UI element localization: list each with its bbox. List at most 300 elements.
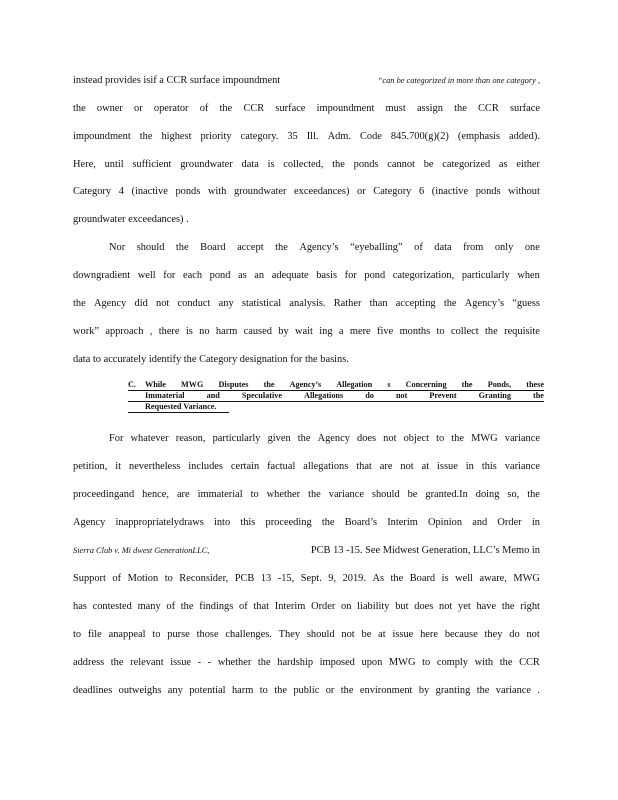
word: factual — [267, 461, 296, 472]
p3-line-10 — [73, 684, 540, 698]
word: by — [278, 326, 289, 337]
p1-line-1 — [73, 74, 540, 88]
word: here — [420, 629, 438, 640]
word: not — [439, 601, 453, 612]
word: object — [403, 433, 429, 444]
case-citation: Sierra Club v. Mi dwest GenerationLLC, — [73, 546, 210, 555]
word: be — [361, 629, 372, 640]
word: the — [527, 489, 540, 500]
word: with — [207, 186, 227, 197]
word: the — [443, 298, 457, 309]
word: Interim — [387, 517, 418, 528]
word: many — [137, 601, 161, 612]
word: at — [378, 629, 386, 640]
word: Ponds, — [487, 380, 512, 389]
word: relevant — [130, 657, 164, 668]
word: allegations — [303, 461, 349, 472]
word: well — [455, 573, 473, 584]
word: to — [164, 573, 173, 584]
word: 6 — [418, 186, 425, 197]
word: Opinion — [427, 517, 463, 528]
word: does — [357, 433, 377, 444]
word: Immaterial — [145, 391, 185, 400]
word: to — [259, 685, 268, 696]
word: assign — [416, 103, 443, 114]
word: in — [531, 517, 540, 528]
word: Board — [200, 242, 226, 253]
text-span — [73, 130, 540, 144]
word: whether — [266, 489, 301, 500]
word: Here, — [73, 159, 96, 170]
word: the — [485, 326, 498, 337]
word: at — [421, 461, 430, 472]
word: basis — [316, 270, 338, 281]
p1-line-2 — [73, 102, 540, 116]
word: that — [253, 601, 270, 612]
word: ing — [319, 326, 333, 337]
word: Agency — [73, 517, 106, 528]
word: doing — [475, 489, 500, 500]
word: when — [517, 270, 540, 281]
p3-line-9 — [73, 656, 540, 670]
word: the — [501, 601, 515, 612]
word: does — [414, 601, 434, 612]
word: the — [499, 657, 513, 668]
word: issue — [392, 629, 414, 640]
section-heading-c — [128, 380, 544, 413]
word: this — [240, 517, 256, 528]
p1-line-5 — [73, 185, 540, 199]
word: has — [73, 601, 87, 612]
word: for — [344, 270, 357, 281]
word: Category — [373, 186, 412, 197]
word: accepting — [395, 298, 436, 309]
word: that — [356, 461, 372, 472]
word: the — [321, 517, 335, 528]
word: a — [338, 326, 344, 337]
p2-line-5 — [73, 353, 540, 367]
word: caused — [243, 326, 272, 337]
text-span — [73, 102, 540, 116]
word: outweighs — [118, 685, 162, 696]
word: Allegation — [336, 380, 373, 389]
word: For — [109, 433, 124, 444]
word: not — [156, 298, 170, 309]
p1-line-1-text: instead provides isif a CCR surface impoundment — [73, 75, 281, 86]
text-span — [73, 684, 540, 698]
text-span — [73, 185, 540, 199]
text-span — [73, 325, 540, 339]
word: granting — [435, 685, 471, 696]
word: Reconsider, — [179, 573, 229, 584]
word: upon — [361, 657, 383, 668]
word: to — [436, 433, 445, 444]
word: Order — [497, 517, 522, 528]
word: granted.In — [425, 489, 468, 500]
p3-line-5 — [73, 544, 540, 558]
word: Speculative — [241, 391, 282, 400]
word: categorization, — [392, 270, 455, 281]
word: environment — [359, 685, 413, 696]
word: yet — [458, 601, 471, 612]
word: public — [293, 685, 320, 696]
word: variance — [328, 489, 364, 500]
word: of — [112, 573, 122, 584]
heading-line-2 — [128, 391, 544, 402]
word: collect — [450, 326, 479, 337]
word: with — [474, 657, 494, 668]
word: proceeding — [265, 517, 312, 528]
text-span — [73, 572, 540, 586]
word: should — [136, 242, 165, 253]
word: do — [509, 629, 520, 640]
word: each — [182, 270, 203, 281]
text-span — [73, 656, 540, 670]
word: Adm. — [327, 131, 351, 142]
word: the — [263, 380, 275, 389]
word: in — [465, 461, 474, 472]
word: is — [441, 573, 449, 584]
word: no — [199, 326, 210, 337]
word: the — [461, 380, 473, 389]
word: categorized — [442, 159, 491, 170]
word: aware, — [479, 573, 507, 584]
word: They — [278, 629, 301, 640]
p1-quote: “can be categorized in more than one category , — [377, 76, 540, 85]
word: of — [166, 601, 176, 612]
word: mere — [349, 326, 371, 337]
word: do — [365, 391, 374, 400]
word: the — [533, 391, 544, 400]
word: impoundment — [316, 103, 375, 114]
word: nevertheless — [129, 461, 181, 472]
word: wait — [295, 326, 313, 337]
p3-line-3 — [73, 488, 540, 502]
word: must — [385, 103, 406, 114]
word: particularly — [461, 270, 510, 281]
word: Code — [359, 131, 382, 142]
word: and — [472, 517, 488, 528]
word: but — [395, 601, 409, 612]
word: these — [526, 380, 544, 389]
word: PCB — [234, 573, 255, 584]
word: well — [137, 270, 156, 281]
word: to — [422, 657, 431, 668]
word: comply — [436, 657, 468, 668]
word: the — [110, 657, 124, 668]
word: pond — [364, 270, 386, 281]
word: or — [357, 186, 366, 197]
word: work” — [73, 326, 99, 337]
word: CCR — [243, 103, 265, 114]
word: 13 — [260, 573, 272, 584]
word: only — [494, 242, 514, 253]
word: the — [332, 159, 345, 170]
p1-line-6 — [73, 213, 540, 227]
word: Motion — [127, 573, 159, 584]
text-span — [73, 158, 540, 172]
word: . — [537, 685, 540, 696]
word: be — [423, 159, 434, 170]
word: or — [134, 103, 143, 114]
text-span: groundwater exceedances) . — [73, 214, 189, 225]
text-span — [73, 297, 540, 311]
word: data — [434, 242, 452, 253]
word: reason, — [175, 433, 206, 444]
word: deadlines — [73, 685, 113, 696]
word: as — [238, 270, 247, 281]
word: Ill. — [306, 131, 319, 142]
word: liability — [357, 601, 390, 612]
p2-line-4 — [73, 325, 540, 339]
word: particularly — [212, 433, 261, 444]
word: are — [379, 461, 393, 472]
word: any — [167, 685, 183, 696]
word: the — [454, 103, 467, 114]
word: should — [371, 489, 400, 500]
word: challenges. — [225, 629, 272, 640]
word: Board — [409, 573, 436, 584]
word: those — [196, 629, 219, 640]
text-span — [73, 516, 540, 530]
heading-label: C. — [128, 380, 136, 389]
p1-line-3 — [73, 130, 540, 144]
word: did — [134, 298, 148, 309]
word: whether — [217, 657, 252, 668]
word: not — [395, 391, 408, 400]
word: (inactive — [431, 186, 469, 197]
word: the — [257, 657, 271, 668]
word: downgradient — [73, 270, 131, 281]
word: harm — [215, 326, 238, 337]
word: s — [387, 380, 391, 389]
word: adequate — [271, 270, 309, 281]
word: Nor — [109, 242, 126, 253]
word: they — [484, 629, 503, 640]
word: the — [297, 433, 311, 444]
word: not — [400, 461, 414, 472]
word: highest — [161, 131, 192, 142]
word: Granting — [478, 391, 511, 400]
word: “eyeballing” — [350, 242, 403, 253]
word: ponds — [353, 159, 379, 170]
word: inappropriatelydraws — [115, 517, 204, 528]
word: , — [149, 326, 153, 337]
text-span — [73, 460, 540, 474]
heading-line-3 — [128, 402, 229, 413]
word: file — [87, 629, 102, 640]
p3-line-5-text: PCB 13 -15. See Midwest Generation, LLC’s Memo in — [310, 545, 540, 556]
word: either — [516, 159, 540, 170]
word: there — [158, 326, 180, 337]
word: Category — [73, 186, 112, 197]
word: Allegations — [304, 391, 344, 400]
word: an — [254, 270, 265, 281]
word: anappeal — [108, 629, 146, 640]
word: owner — [96, 103, 123, 114]
word: variance — [504, 433, 540, 444]
word: have — [476, 601, 497, 612]
word: 9, — [328, 573, 337, 584]
word: Disputes — [218, 380, 249, 389]
word: the — [73, 298, 86, 309]
word: harm — [231, 685, 254, 696]
word: because — [444, 629, 478, 640]
word: the — [275, 242, 288, 253]
word: to — [152, 629, 161, 640]
word: MWG — [388, 657, 416, 668]
word: pond — [209, 270, 231, 281]
word: (inactive — [131, 186, 168, 197]
word: - — [207, 657, 212, 668]
p3-line-2 — [73, 460, 540, 474]
word: address — [73, 657, 105, 668]
p3-line-4 — [73, 516, 540, 530]
word: ponds — [475, 186, 501, 197]
word: Concerning — [405, 380, 447, 389]
p3-line-7 — [73, 600, 540, 614]
word: Sept. — [300, 573, 322, 584]
word: of — [414, 242, 423, 253]
word: one — [524, 242, 540, 253]
word: whatever — [130, 433, 169, 444]
word: -15, — [277, 573, 295, 584]
word: Agency’s — [289, 380, 322, 389]
word: cannot — [387, 159, 415, 170]
p1-line-4 — [73, 158, 540, 172]
word: the — [274, 685, 287, 696]
text-span — [145, 391, 544, 401]
word: the — [476, 685, 490, 696]
text-span — [73, 488, 540, 502]
word: this — [481, 461, 497, 472]
word: of — [199, 103, 209, 114]
text-span — [73, 600, 540, 614]
word: the — [390, 573, 404, 584]
word: sufficient — [132, 159, 172, 170]
word: the — [451, 433, 464, 444]
word: MWG — [513, 573, 540, 584]
word: data — [241, 159, 259, 170]
word: (emphasis — [457, 131, 501, 142]
word: Agency’s — [464, 298, 505, 309]
text-span — [145, 380, 544, 390]
word: contested — [92, 601, 132, 612]
word: approach — [105, 326, 144, 337]
word: should — [306, 629, 335, 640]
word: into — [213, 517, 231, 528]
word: the — [175, 242, 189, 253]
word: conduct — [177, 298, 211, 309]
word: CCR — [478, 103, 499, 114]
word: not — [383, 433, 397, 444]
p3-line-8 — [73, 628, 540, 642]
text-span — [73, 628, 540, 642]
word: to — [436, 326, 445, 337]
word: certain — [230, 461, 260, 472]
p2-line-3 — [73, 297, 540, 311]
word: the — [219, 103, 233, 114]
word: accept — [237, 242, 264, 253]
word: for — [163, 270, 176, 281]
word: the — [308, 489, 321, 500]
heading-line-1 — [128, 380, 544, 391]
word: is — [185, 326, 193, 337]
word: exceedances) — [294, 186, 350, 197]
word: the — [180, 601, 194, 612]
word: added). — [509, 131, 540, 142]
word: Prevent — [429, 391, 457, 400]
word: groundwater — [180, 159, 233, 170]
word: from — [463, 242, 484, 253]
word: requisite — [504, 326, 540, 337]
word: by — [418, 685, 430, 696]
word: operator — [153, 103, 189, 114]
p2-line-1 — [109, 241, 540, 255]
word: analysis. — [289, 298, 326, 309]
word: it — [115, 461, 122, 472]
word: of — [239, 601, 248, 612]
text-span — [109, 432, 540, 446]
word: hardship — [277, 657, 314, 668]
word: MWG — [181, 380, 204, 389]
word: potential — [189, 685, 226, 696]
word: groundwater — [233, 186, 287, 197]
word: proceedingand — [73, 489, 135, 500]
p2-line-2 — [73, 269, 540, 283]
word: includes — [188, 461, 223, 472]
word: not — [341, 629, 355, 640]
word: the — [73, 103, 86, 114]
word: findings — [199, 601, 234, 612]
word: petition, — [73, 461, 108, 472]
word: months — [399, 326, 431, 337]
word: Agency — [93, 298, 127, 309]
word: are — [176, 489, 190, 500]
word: Rather — [333, 298, 362, 309]
word: issue — [437, 461, 458, 472]
word: right — [520, 601, 540, 612]
word: variance — [504, 461, 540, 472]
word: 2019. — [342, 573, 366, 584]
word: and — [206, 391, 220, 400]
word: statistical — [241, 298, 282, 309]
word: 35 — [287, 131, 298, 142]
word: surface — [509, 103, 540, 114]
word: be — [407, 489, 418, 500]
word: the — [340, 685, 354, 696]
p3-line-6 — [73, 572, 540, 586]
word: variance — [495, 685, 531, 696]
word: As — [372, 573, 385, 584]
word: is — [267, 159, 275, 170]
word: immaterial — [197, 489, 243, 500]
word: to — [250, 489, 259, 500]
word: as — [498, 159, 508, 170]
text-span — [73, 269, 540, 283]
word: While — [145, 380, 166, 389]
word: without — [508, 186, 540, 197]
word: to — [73, 629, 82, 640]
word: not — [526, 629, 540, 640]
word: issue — [170, 657, 192, 668]
word: until — [104, 159, 124, 170]
text-span: data to accurately identify the Category designation for the basins. — [73, 354, 349, 365]
word: five — [377, 326, 394, 337]
word: surface — [275, 103, 306, 114]
word: impoundment — [73, 131, 131, 142]
word: given — [267, 433, 291, 444]
